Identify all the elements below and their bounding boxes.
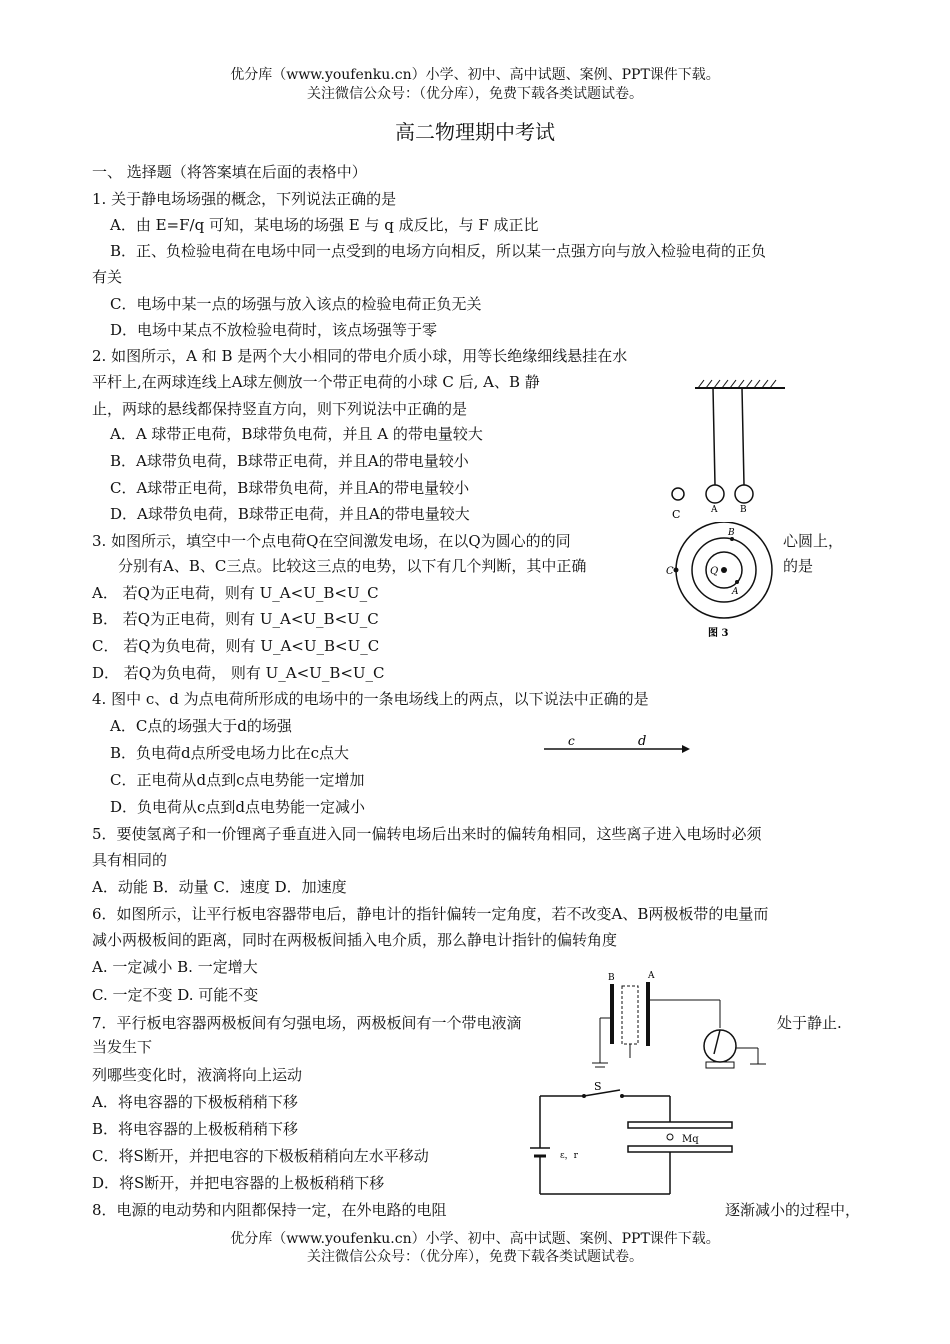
q3-fig-caption: 图 3 [708,628,729,639]
footer-line-2: 关注微信公众号：（优分库），免费下载各类试题试卷。 [307,1249,643,1265]
q2-option-a: A．A 球带正电荷，B球带负电荷，并且 A 的带电量较大 [110,425,483,443]
q2-stem-1: 2. 如图所示，A 和 B 是两个大小相同的带电介质小球，用等长绝缘细线悬挂在水 [92,347,628,365]
q4-fig-label-d: d [638,734,647,749]
q5-options: A．动能 B．动量 C．速度 D．加速度 [92,878,347,896]
q2-option-b: B．A球带负电荷，B球带正电荷，并且A的带电量较小 [110,452,469,470]
q5-stem-2: 具有相同的 [92,851,168,869]
q4-field-line-figure [540,733,690,757]
q4-stem: 4. 图中 c、d 为点电荷所形成的电场中的一条电场线上的两点，以下说法中正确的是 [92,690,649,708]
q4-fig-label-c: c [568,734,575,748]
q7-option-a: A．将电容器的下极板稍稍下移 [92,1093,298,1111]
q2-stem-3: 止，两球的悬线都保持竖直方向，则下列说法中正确的是 [92,400,468,418]
q7-fig-label-mq: Mq [682,1134,699,1145]
q7-figure [520,1076,740,1198]
q3-option-a: A． 若Q为正电荷，则有 U_A<U_B<U_C [92,584,379,602]
q7-stem-2: 当发生下 [92,1038,153,1056]
q1-option-b-line2: 有关 [92,268,123,286]
header-line-2: 关注微信公众号：（优分库），免费下载各类试题试卷。 [307,86,643,102]
q2-option-d: D．A球带负电荷，B球带正电荷，并且A的带电量较大 [110,505,470,523]
q6-stem-1: 6．如图所示，让平行板电容器带电后，静电计的指针偏转一定角度，若不改变A、B两极板带的电量而 [92,905,769,923]
q3-stem-2b: 的是 [783,557,814,575]
q7-stem-3: 列哪些变化时，液滴将向上运动 [92,1066,303,1084]
q6-fig-label-a: A [648,971,655,981]
q4-option-a: A．C点的场强大于d的场强 [110,717,292,735]
q7-option-b: B．将电容器的上极板稍稍下移 [92,1120,299,1138]
q7-stem-1b: 处于静止. [777,1014,842,1032]
q2-stem-2: 平杆上,在两球连线上A球左侧放一个带正电荷的小球 C 后, A、B 静 [92,373,540,391]
page-title: 高二物理期中考试 [395,120,555,144]
q3-fig-label-b: B [728,528,735,538]
q1-stem: 1. 关于静电场场强的概念，下列说法正确的是 [92,190,397,208]
q1-option-a: A．由 E=F/q 可知，某电场的场强 E 与 q 成反比，与 F 成正比 [110,216,539,234]
q3-option-b: B． 若Q为正电荷，则有 U_A<U_B<U_C [92,610,379,628]
q4-option-b: B．负电荷d点所受电场力比在c点大 [110,744,350,762]
q1-option-b-line1: B．正、负检验电荷在电场中同一点受到的电场方向相反，所以某一点强方向与放入检验电荷的正负 [110,242,767,260]
q7-fig-label-emf: ε，r [560,1151,578,1161]
q7-stem-1: 7．平行板电容器两极板间有匀强电场，两极板间有一个带电液滴 [92,1014,522,1032]
header-line-1: 优分库（www.youfenku.cn）小学、初中、高中试题、案例、PPT课件下载。 [230,67,720,83]
q6-fig-label-b: B [608,973,615,983]
q6-options-1: A. 一定减小 B. 一定增大 [92,958,258,976]
q4-option-d: D．负电荷从c点到d点电势能一定减小 [110,798,366,816]
q3-option-c: C． 若Q为负电荷，则有 U_A<U_B<U_C [92,637,380,655]
q3-option-d: D． 若Q为负电荷， 则有 U_A<U_B<U_C [92,664,385,682]
q8-stem: 8．电源的电动势和内阻都保持一定，在外电路的电阻 [92,1201,447,1219]
q1-option-d: D．电场中某点不放检验电荷时，该点场强等于零 [110,321,438,339]
section-heading: 一、 选择题（将答案填在后面的表格中） [92,163,367,181]
q7-option-c: C．将S断开，并把电容的下极板稍稍向左水平移动 [92,1147,429,1165]
q6-stem-2: 减小两极板间的距离，同时在两极板间插入电介质，那么静电计指针的偏转角度 [92,931,618,949]
q3-fig-label-q: Q [710,566,719,577]
q6-options-2: C. 一定不变 D. 可能不变 [92,986,259,1004]
q3-fig-label-a: A [732,587,739,597]
q2-fig-label-b: B [740,505,747,515]
q4-option-c: C．正电荷从d点到c点电势能一定增加 [110,771,365,789]
q7-fig-label-s: S [594,1080,602,1093]
q8-stem-b: 逐渐减小的过程中， [725,1201,861,1219]
q3-stem-1b: 心圆上， [783,532,844,550]
q1-option-c: C．电场中某一点的场强与放入该点的检验电荷正负无关 [110,295,482,313]
q2-fig-label-a: A [711,505,718,515]
q5-stem-1: 5．要使氢离子和一价锂离子垂直进入同一偏转电场后出来时的偏转角相同，这些离子进入电场时必须 [92,825,762,843]
q3-stem-1: 3. 如图所示，填空中一个点电荷Q在空间激发电场，在以Q为圆心的的同 [92,532,571,550]
q2-figure [660,370,790,520]
q7-option-d: D．将S断开，并把电容器的上极板稍稍下移 [92,1174,385,1192]
q2-option-c: C．A球带正电荷，B球带负电荷，并且A的带电量较小 [110,479,470,497]
q6-figure [590,968,770,1076]
q3-figure [664,522,780,640]
q2-fig-label-c: C [672,508,681,520]
footer-line-1: 优分库（www.youfenku.cn）小学、初中、高中试题、案例、PPT课件下载。 [230,1231,720,1247]
q3-fig-label-c: C [666,566,674,577]
q3-stem-2: 分别有A、B、C三点。比较这三点的电势，以下有几个判断，其中正确 [118,557,587,575]
